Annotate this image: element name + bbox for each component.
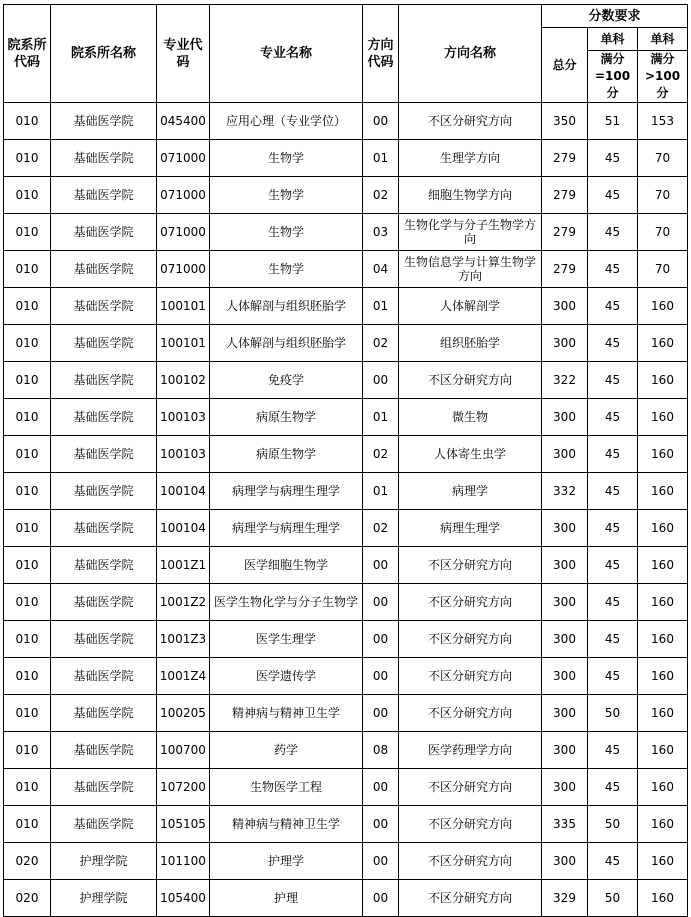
cell-dept-name: 基础医学院	[51, 140, 157, 177]
cell-direction-code: 00	[363, 584, 399, 621]
cell-major-code: 100205	[157, 695, 210, 732]
table-row	[4, 732, 688, 769]
cell-dept-code: 010	[4, 214, 51, 251]
cell-major-name: 免疫学	[210, 362, 363, 399]
cell-direction-code: 02	[363, 177, 399, 214]
cell-major-name: 生物学	[210, 140, 363, 177]
cell-single-100: 45	[588, 769, 638, 806]
cell-dept-name: 基础医学院	[51, 732, 157, 769]
cell-direction-code: 03	[363, 214, 399, 251]
cell-single-over-100: 160	[638, 547, 688, 584]
header-total-score: 总分	[542, 28, 588, 103]
table-header	[4, 5, 688, 103]
cell-major-name: 医学生物化学与分子生物学	[210, 584, 363, 621]
cell-dept-name: 护理学院	[51, 880, 157, 917]
table-row	[4, 695, 688, 732]
cell-single-100: 45	[588, 621, 638, 658]
cell-dept-name: 基础医学院	[51, 103, 157, 140]
table-body	[4, 103, 688, 917]
cell-dept-name: 基础医学院	[51, 399, 157, 436]
cell-dept-code: 010	[4, 103, 51, 140]
header-full-over-100: 满分>100分	[638, 51, 688, 103]
cell-single-100: 51	[588, 103, 638, 140]
cell-major-name: 药学	[210, 732, 363, 769]
table-row	[4, 806, 688, 843]
cell-total-score: 300	[542, 769, 588, 806]
cell-single-over-100: 160	[638, 769, 688, 806]
cell-direction-code: 00	[363, 880, 399, 917]
cell-dept-code: 010	[4, 769, 51, 806]
cell-major-name: 人体解剖与组织胚胎学	[210, 288, 363, 325]
table-row	[4, 436, 688, 473]
cell-single-over-100: 160	[638, 621, 688, 658]
cell-dept-code: 010	[4, 362, 51, 399]
cell-dept-name: 基础医学院	[51, 473, 157, 510]
cell-major-name: 人体解剖与组织胚胎学	[210, 325, 363, 362]
cell-major-name: 医学遗传学	[210, 658, 363, 695]
cell-dept-name: 基础医学院	[51, 214, 157, 251]
cell-direction-name: 医学药理学方向	[399, 732, 542, 769]
cell-single-100: 45	[588, 251, 638, 288]
table-row	[4, 880, 688, 917]
cell-dept-code: 010	[4, 658, 51, 695]
cell-major-name: 病理学与病理生理学	[210, 473, 363, 510]
cell-total-score: 300	[542, 547, 588, 584]
cell-dept-code: 010	[4, 473, 51, 510]
cell-direction-name: 不区分研究方向	[399, 843, 542, 880]
cell-direction-name: 不区分研究方向	[399, 584, 542, 621]
cell-single-100: 45	[588, 584, 638, 621]
header-major-name: 专业名称	[210, 5, 363, 103]
cell-direction-name: 不区分研究方向	[399, 769, 542, 806]
cell-direction-code: 01	[363, 288, 399, 325]
cell-major-code: 101100	[157, 843, 210, 880]
cell-single-over-100: 160	[638, 436, 688, 473]
cell-major-name: 应用心理（专业学位）	[210, 103, 363, 140]
cell-direction-name: 细胞生物学方向	[399, 177, 542, 214]
cell-major-name: 生物医学工程	[210, 769, 363, 806]
cell-dept-name: 基础医学院	[51, 325, 157, 362]
cell-direction-name: 不区分研究方向	[399, 695, 542, 732]
cell-single-over-100: 160	[638, 843, 688, 880]
cell-single-100: 45	[588, 140, 638, 177]
cell-total-score: 300	[542, 695, 588, 732]
cell-dept-name: 基础医学院	[51, 658, 157, 695]
header-full-100: 满分=100分	[588, 51, 638, 103]
cell-major-code: 100101	[157, 288, 210, 325]
cell-dept-name: 基础医学院	[51, 251, 157, 288]
cell-dept-code: 010	[4, 140, 51, 177]
cell-major-name: 生物学	[210, 214, 363, 251]
cell-major-code: 105400	[157, 880, 210, 917]
cell-direction-code: 01	[363, 399, 399, 436]
header-major-code: 专业代码	[157, 5, 210, 103]
cell-major-code: 105105	[157, 806, 210, 843]
cell-single-100: 50	[588, 806, 638, 843]
cell-direction-name: 不区分研究方向	[399, 547, 542, 584]
table-row	[4, 621, 688, 658]
table-row	[4, 658, 688, 695]
table-row	[4, 103, 688, 140]
cell-major-code: 1001Z2	[157, 584, 210, 621]
cell-dept-code: 010	[4, 621, 51, 658]
cell-total-score: 329	[542, 880, 588, 917]
cell-major-code: 107200	[157, 769, 210, 806]
cell-dept-name: 基础医学院	[51, 547, 157, 584]
cell-single-over-100: 160	[638, 288, 688, 325]
cell-dept-code: 010	[4, 288, 51, 325]
cell-dept-code: 010	[4, 510, 51, 547]
cell-total-score: 350	[542, 103, 588, 140]
cell-dept-code: 010	[4, 547, 51, 584]
cell-single-over-100: 160	[638, 880, 688, 917]
cell-direction-name: 不区分研究方向	[399, 658, 542, 695]
header-single-subject-b: 单科	[638, 28, 688, 51]
table-row	[4, 214, 688, 251]
cell-dept-name: 基础医学院	[51, 436, 157, 473]
cell-direction-code: 00	[363, 362, 399, 399]
header-direction-code: 方向代码	[363, 5, 399, 103]
cell-major-code: 100102	[157, 362, 210, 399]
cell-major-code: 071000	[157, 214, 210, 251]
cell-single-100: 45	[588, 362, 638, 399]
cell-major-name: 生物学	[210, 177, 363, 214]
table-row	[4, 140, 688, 177]
cell-major-name: 生物学	[210, 251, 363, 288]
cell-single-100: 45	[588, 658, 638, 695]
cell-direction-code: 00	[363, 103, 399, 140]
cell-single-100: 45	[588, 399, 638, 436]
table-row	[4, 399, 688, 436]
cell-major-name: 病原生物学	[210, 399, 363, 436]
cell-single-over-100: 160	[638, 584, 688, 621]
cell-direction-code: 02	[363, 510, 399, 547]
cell-major-code: 071000	[157, 140, 210, 177]
cell-direction-code: 00	[363, 843, 399, 880]
cell-single-over-100: 70	[638, 140, 688, 177]
cell-single-100: 50	[588, 695, 638, 732]
cell-dept-name: 基础医学院	[51, 584, 157, 621]
cell-direction-name: 病理生理学	[399, 510, 542, 547]
cell-dept-code: 010	[4, 399, 51, 436]
cell-single-over-100: 153	[638, 103, 688, 140]
table-row	[4, 843, 688, 880]
cell-dept-name: 基础医学院	[51, 769, 157, 806]
cell-total-score: 300	[542, 510, 588, 547]
cell-total-score: 279	[542, 214, 588, 251]
cell-single-100: 50	[588, 880, 638, 917]
cell-single-over-100: 70	[638, 214, 688, 251]
cell-single-100: 45	[588, 510, 638, 547]
cell-major-name: 护理学	[210, 843, 363, 880]
cell-direction-name: 人体解剖学	[399, 288, 542, 325]
cell-dept-code: 010	[4, 584, 51, 621]
table-row	[4, 251, 688, 288]
cell-major-name: 医学细胞生物学	[210, 547, 363, 584]
cell-total-score: 300	[542, 399, 588, 436]
cell-total-score: 332	[542, 473, 588, 510]
cell-single-over-100: 160	[638, 399, 688, 436]
cell-direction-code: 08	[363, 732, 399, 769]
cell-dept-name: 基础医学院	[51, 621, 157, 658]
cell-single-100: 45	[588, 843, 638, 880]
cell-single-over-100: 160	[638, 362, 688, 399]
cell-direction-code: 04	[363, 251, 399, 288]
cell-direction-code: 00	[363, 621, 399, 658]
cell-total-score: 279	[542, 177, 588, 214]
cell-single-over-100: 70	[638, 177, 688, 214]
cell-dept-code: 010	[4, 436, 51, 473]
cell-direction-name: 生物化学与分子生物学方向	[399, 214, 542, 251]
cell-total-score: 279	[542, 251, 588, 288]
table-row	[4, 547, 688, 584]
table-row	[4, 177, 688, 214]
cell-major-code: 100103	[157, 399, 210, 436]
cell-major-code: 071000	[157, 177, 210, 214]
cell-direction-name: 微生物	[399, 399, 542, 436]
table-row	[4, 473, 688, 510]
cell-major-name: 精神病与精神卫生学	[210, 806, 363, 843]
cell-dept-code: 010	[4, 695, 51, 732]
cell-total-score: 300	[542, 584, 588, 621]
cell-single-over-100: 160	[638, 510, 688, 547]
cell-dept-name: 基础医学院	[51, 695, 157, 732]
cell-major-name: 护理	[210, 880, 363, 917]
header-dept-name: 院系所名称	[51, 5, 157, 103]
cell-direction-code: 01	[363, 473, 399, 510]
cell-dept-code: 020	[4, 880, 51, 917]
header-direction-name: 方向名称	[399, 5, 542, 103]
cell-major-name: 精神病与精神卫生学	[210, 695, 363, 732]
cell-single-over-100: 160	[638, 473, 688, 510]
cell-major-code: 071000	[157, 251, 210, 288]
cell-single-over-100: 160	[638, 732, 688, 769]
cell-single-100: 45	[588, 288, 638, 325]
cell-total-score: 300	[542, 658, 588, 695]
cell-single-100: 45	[588, 177, 638, 214]
cell-direction-name: 不区分研究方向	[399, 362, 542, 399]
cell-direction-name: 组织胚胎学	[399, 325, 542, 362]
cell-direction-code: 00	[363, 658, 399, 695]
cell-total-score: 300	[542, 621, 588, 658]
cell-major-code: 100104	[157, 510, 210, 547]
cell-direction-code: 00	[363, 547, 399, 584]
cell-single-over-100: 160	[638, 658, 688, 695]
cell-major-code: 1001Z1	[157, 547, 210, 584]
cell-direction-code: 00	[363, 769, 399, 806]
cell-direction-name: 生物信息学与计算生物学方向	[399, 251, 542, 288]
cell-dept-name: 基础医学院	[51, 806, 157, 843]
cell-direction-code: 00	[363, 695, 399, 732]
cell-total-score: 300	[542, 436, 588, 473]
cell-direction-code: 02	[363, 436, 399, 473]
cell-direction-code: 02	[363, 325, 399, 362]
header-dept-code: 院系所代码	[4, 5, 51, 103]
cell-direction-code: 01	[363, 140, 399, 177]
cell-dept-code: 010	[4, 325, 51, 362]
cell-total-score: 300	[542, 843, 588, 880]
cell-dept-code: 010	[4, 806, 51, 843]
table-row	[4, 769, 688, 806]
cell-dept-code: 010	[4, 177, 51, 214]
cell-major-code: 100101	[157, 325, 210, 362]
cell-single-over-100: 160	[638, 806, 688, 843]
cell-total-score: 300	[542, 288, 588, 325]
cell-single-100: 45	[588, 436, 638, 473]
header-single-subject-a: 单科	[588, 28, 638, 51]
cell-major-code: 1001Z3	[157, 621, 210, 658]
cell-direction-name: 不区分研究方向	[399, 880, 542, 917]
table-row	[4, 362, 688, 399]
cell-single-over-100: 70	[638, 251, 688, 288]
table-row	[4, 325, 688, 362]
cell-major-name: 病原生物学	[210, 436, 363, 473]
cell-direction-name: 生理学方向	[399, 140, 542, 177]
cell-single-100: 45	[588, 325, 638, 362]
cell-major-name: 病理学与病理生理学	[210, 510, 363, 547]
cell-major-code: 100700	[157, 732, 210, 769]
cell-single-100: 45	[588, 732, 638, 769]
cell-dept-name: 基础医学院	[51, 288, 157, 325]
cell-direction-name: 不区分研究方向	[399, 621, 542, 658]
cell-single-over-100: 160	[638, 695, 688, 732]
cell-total-score: 322	[542, 362, 588, 399]
cell-direction-name: 病理学	[399, 473, 542, 510]
cell-single-over-100: 160	[638, 325, 688, 362]
table-row	[4, 510, 688, 547]
table-row	[4, 584, 688, 621]
cell-dept-name: 护理学院	[51, 843, 157, 880]
table-row	[4, 288, 688, 325]
cell-dept-name: 基础医学院	[51, 362, 157, 399]
cell-direction-name: 不区分研究方向	[399, 806, 542, 843]
cell-dept-name: 基础医学院	[51, 177, 157, 214]
cell-single-100: 45	[588, 547, 638, 584]
header-score-requirements: 分数要求	[542, 5, 688, 28]
cell-major-name: 医学生理学	[210, 621, 363, 658]
cell-dept-code: 010	[4, 251, 51, 288]
cell-total-score: 279	[542, 140, 588, 177]
cell-direction-name: 人体寄生虫学	[399, 436, 542, 473]
cell-major-code: 100103	[157, 436, 210, 473]
cell-single-100: 45	[588, 214, 638, 251]
cell-total-score: 335	[542, 806, 588, 843]
cell-dept-name: 基础医学院	[51, 510, 157, 547]
cell-single-100: 45	[588, 473, 638, 510]
cell-direction-name: 不区分研究方向	[399, 103, 542, 140]
cell-major-code: 100104	[157, 473, 210, 510]
cell-dept-code: 010	[4, 732, 51, 769]
cell-major-code: 1001Z4	[157, 658, 210, 695]
cell-direction-code: 00	[363, 806, 399, 843]
cell-dept-code: 020	[4, 843, 51, 880]
cell-major-code: 045400	[157, 103, 210, 140]
cell-total-score: 300	[542, 732, 588, 769]
cell-total-score: 300	[542, 325, 588, 362]
score-requirements-table	[3, 4, 688, 917]
